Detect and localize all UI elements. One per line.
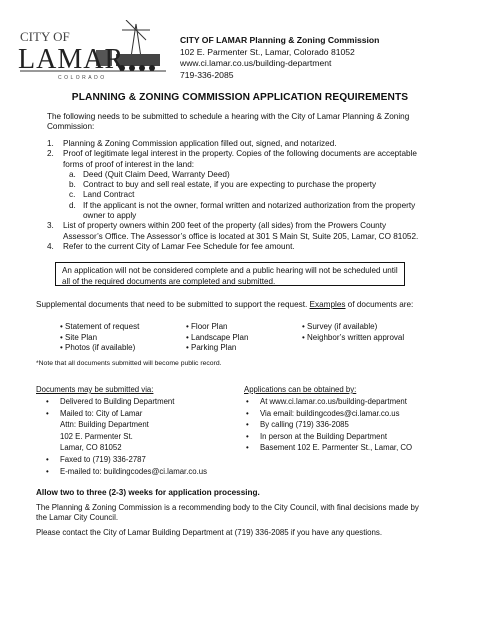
supplemental-lead: Supplemental documents that need to be submitted to support the request. bbox=[36, 300, 310, 309]
supplemental-item: • Floor Plan bbox=[186, 322, 228, 331]
supplemental-item: • Site Plan bbox=[60, 332, 98, 342]
bullet-icon: • bbox=[246, 397, 249, 406]
subitem-letter: a. bbox=[69, 169, 76, 179]
submit-heading: Documents may be submitted via: bbox=[36, 385, 154, 394]
city-logo bbox=[18, 20, 168, 82]
bullet-icon: • bbox=[246, 431, 249, 441]
list-item-text: By calling (719) 336-2085 bbox=[260, 420, 349, 430]
requirement-item bbox=[47, 221, 427, 242]
commission-role-paragraph: The Planning & Zoning Commission is a recommending body to the City Council, with final decisions made by the Lamar City Council. bbox=[36, 503, 419, 523]
supplemental-item: • Statement of request bbox=[60, 322, 140, 331]
processing-time: Allow two to three (2-3) weeks for application processing. bbox=[36, 488, 260, 497]
requirement-subitem bbox=[47, 190, 427, 200]
document-title: PLANNING & ZONING COMMISSION APPLICATION REQUIREMENTS bbox=[71, 92, 409, 103]
supplemental-item: • Survey (if available) bbox=[302, 322, 378, 331]
requirement-number: 2. bbox=[47, 149, 54, 159]
submit-methods-list bbox=[46, 396, 207, 477]
list-item-text: At www.ci.lamar.co.us/building-department bbox=[260, 397, 407, 406]
org-name: CITY OF LAMAR Planning & Zoning Commission bbox=[180, 35, 380, 45]
supplemental-item: • Neighbor’s written approval bbox=[302, 332, 405, 342]
list-item-text: Mailed to: City of Lamar bbox=[60, 408, 143, 418]
bullet-icon: • bbox=[46, 408, 49, 418]
notice-box: An application will not be considered complete and a public hearing will not be scheduled until all of the required documents are completed and submitted. bbox=[55, 262, 405, 286]
subitem-letter: b. bbox=[69, 180, 76, 190]
requirement-text: List of property owners within 200 feet of the property (all sides) from the Prowers County Assessor’s Office. The Assessor’s office is located at 301 S Main St, Suite 205, Lamar, CO 81052. bbox=[63, 221, 419, 241]
list-item-text: Via email: buildingcodes@ci.lamar.co.us bbox=[260, 408, 400, 418]
bullet-icon: • bbox=[246, 420, 249, 430]
subitem-letter: d. bbox=[69, 200, 76, 210]
subitem-text: If the applicant is not the owner, formal written and notarized authorization from the property owner to apply bbox=[83, 200, 416, 221]
org-header bbox=[180, 35, 379, 81]
intro-paragraph: The following needs to be submitted to schedule a hearing with the City of Lamar Planning & Zoning Commission: bbox=[47, 112, 410, 132]
bullet-icon: • bbox=[46, 466, 49, 476]
list-item bbox=[246, 408, 412, 420]
supplemental-item: • Parking Plan bbox=[186, 343, 237, 352]
requirement-item bbox=[47, 149, 427, 170]
list-item-text: E-mailed to: buildingcodes@ci.lamar.co.us bbox=[60, 466, 208, 476]
org-address: 102 E. Parmenter St., Lamar, Colorado 81052 bbox=[180, 46, 355, 57]
mail-address-line: Lamar, CO 81052 bbox=[60, 443, 122, 453]
list-item bbox=[246, 431, 412, 443]
supplemental-tail: of documents are: bbox=[345, 300, 414, 309]
supplemental-examples: Examples bbox=[309, 300, 346, 309]
list-item bbox=[46, 396, 207, 408]
requirement-text: Proof of legitimate legal interest in the property. Copies of the following documents are acceptable forms of proof of interest in the land: bbox=[63, 149, 417, 169]
list-item bbox=[46, 454, 207, 466]
requirement-item bbox=[47, 139, 427, 149]
requirement-number: 4. bbox=[47, 241, 54, 251]
list-item bbox=[246, 419, 412, 431]
org-phone: 719-336-2085 bbox=[180, 69, 234, 80]
list-item bbox=[46, 466, 207, 478]
requirement-item bbox=[47, 242, 427, 252]
list-item-text: Faxed to (719) 336-2787 bbox=[60, 454, 146, 464]
bullet-icon: • bbox=[246, 408, 249, 418]
bullet-icon: • bbox=[46, 454, 49, 464]
list-item-text: Delivered to Building Department bbox=[60, 397, 175, 406]
requirement-number: 3. bbox=[47, 221, 54, 231]
subitem-letter: c. bbox=[69, 190, 76, 200]
obtain-methods-list bbox=[246, 396, 412, 454]
supplemental-column-1 bbox=[60, 322, 139, 354]
logo-text-sub: COLORADO bbox=[58, 75, 107, 81]
requirement-subitem bbox=[47, 170, 427, 180]
subitem-text: Deed (Quit Claim Deed, Warranty Deed) bbox=[83, 169, 230, 179]
requirement-text: Planning & Zoning Commission application filled out, signed, and notarized. bbox=[63, 139, 337, 148]
obtain-heading: Applications can be obtained by: bbox=[244, 385, 357, 394]
supplemental-intro bbox=[36, 300, 413, 309]
supplemental-item: • Landscape Plan bbox=[186, 332, 249, 342]
list-item-text: In person at the Building Department bbox=[260, 431, 387, 441]
org-website: www.ci.lamar.co.us/building-department bbox=[180, 58, 332, 69]
supplemental-column-2 bbox=[186, 322, 248, 354]
requirement-text: Refer to the current City of Lamar Fee Schedule for fee amount. bbox=[63, 241, 295, 251]
list-item bbox=[246, 442, 412, 454]
list-item bbox=[246, 396, 412, 408]
mail-address-line: 102 E. Parmenter St. bbox=[60, 431, 133, 441]
subitem-text: Land Contract bbox=[83, 190, 135, 200]
supplemental-column-3 bbox=[302, 322, 404, 343]
supplemental-item: • Photos (if available) bbox=[60, 343, 136, 352]
logo-text-main: LAMAR bbox=[18, 44, 125, 75]
requirements-list bbox=[47, 139, 427, 252]
requirement-number: 1. bbox=[47, 139, 54, 148]
public-record-note: *Note that all documents submitted will become public record. bbox=[36, 360, 222, 367]
mail-address-line: Attn: Building Department bbox=[60, 420, 149, 430]
requirement-subitem bbox=[47, 180, 427, 190]
bullet-icon: • bbox=[46, 397, 49, 406]
list-item-text: Basement 102 E. Parmenter St., Lamar, CO bbox=[260, 443, 413, 453]
logo-text-top: CITY OF bbox=[20, 29, 70, 44]
subitem-text: Contract to buy and sell real estate, if you are expecting to purchase the property bbox=[83, 180, 377, 190]
requirement-subitem bbox=[47, 201, 427, 222]
contact-paragraph: Please contact the City of Lamar Building Department at (719) 336-2085 if you have any questions. bbox=[36, 528, 383, 537]
bullet-icon: • bbox=[246, 443, 249, 453]
list-item bbox=[46, 408, 207, 420]
